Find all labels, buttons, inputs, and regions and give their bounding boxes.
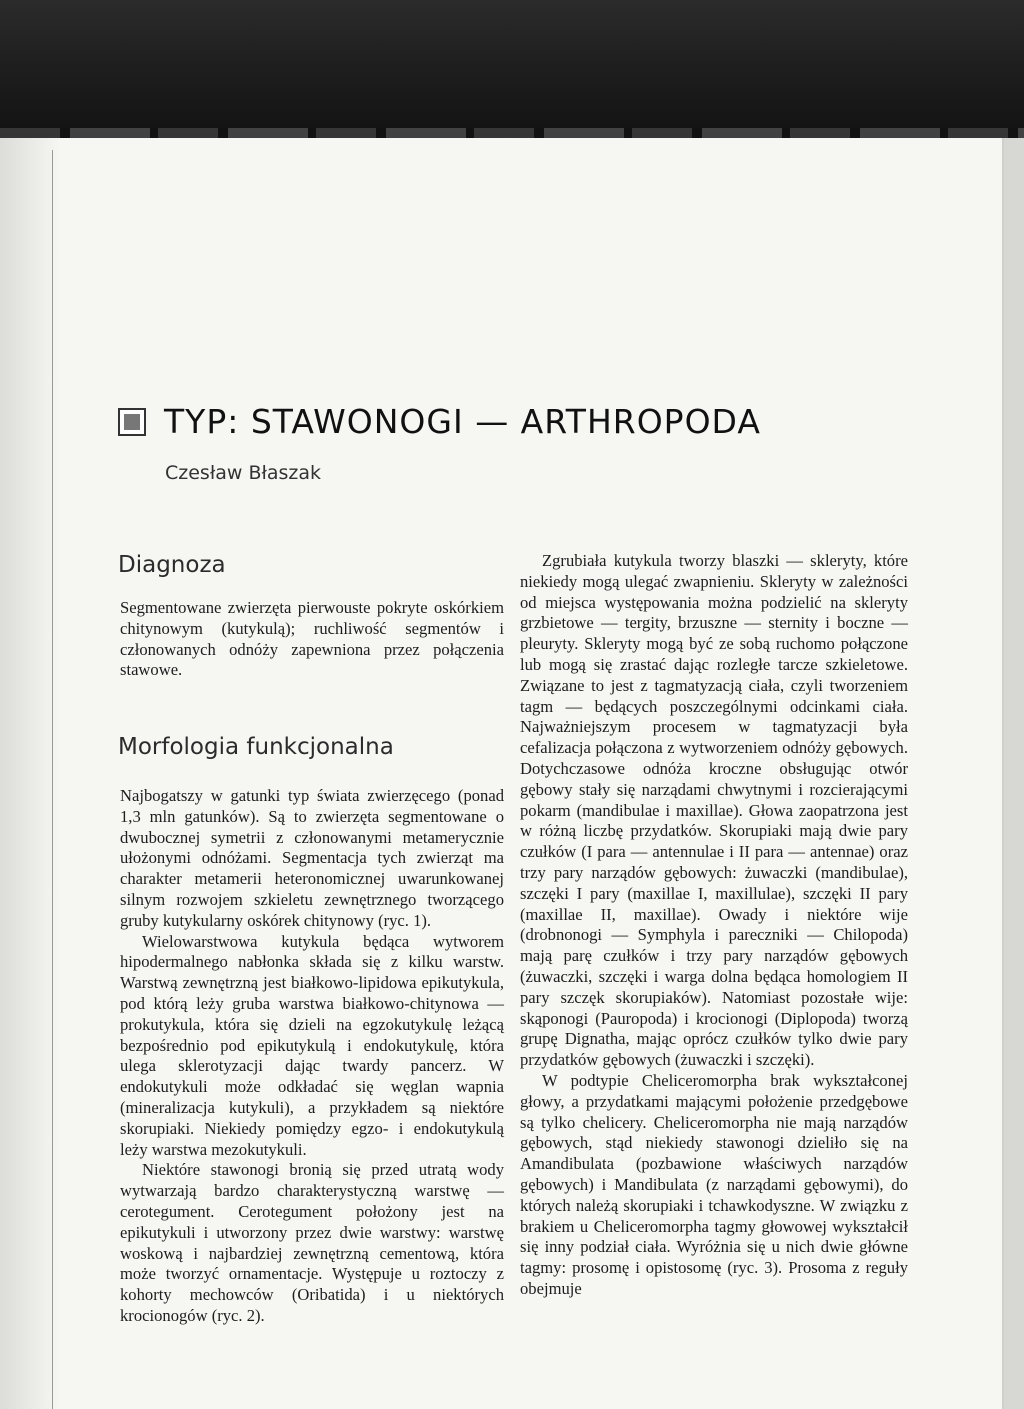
chapter-author: Czesław Błaszak bbox=[165, 462, 322, 484]
paragraph: W podtypie Cheliceromorpha brak wykształconej głowy, a przydatkami mającymi położenie przedgębowe są tylko chelicery. Cheliceromorpha nie mają narządów gębowych, stąd niekiedy stawonogi dzieliło się na Amandibulata (pozbawione właściwych narządów gębowych) i Mandibulata (z narządami gębowymi), do których należą skorupiaki i tchawkodyszne. W związku z brakiem u Cheliceromorpha tagmy głowowej wykształcił się inny podział ciała. Wyróżnia się u nich dwie główne tagmy: prosomę i opistosomę (ryc. 3). Prosoma z reguły obejmuje bbox=[520, 1070, 908, 1298]
scanner-stripe bbox=[0, 128, 1024, 138]
page-binding-shadow bbox=[0, 138, 60, 1409]
page-gutter-line bbox=[52, 150, 53, 1409]
paragraph: Zgrubiała kutykula tworzy blaszki — skleryty, które niekiedy mogą ulegać zwapnieniu. Skleryty w zależności od miejsca występowania można podzielić na skleryty grzbietowe — tergity, brzuszne — sternity i boczne — pleuryty. Skleryty mogą być ze sobą ruchomo połączone lub mogą się zrastać dając rozległe tarcze szkieletowe. Związane to jest z tagmatyzacją ciała, czyli tworzeniem tagm — będących poszczególnymi odcinkami ciała. Najważniejszym procesem w tagmatyzacji była cefalizacja połączona z wytworzeniem odnóży gębowych. Dotychczasowe odnóża kroczne obsługując otwór gębowy stały się narządami chwytnymi i rozcierającymi pokarm (mandibulae i maxillae). Głowa zaopatrzona jest w różną liczbę przydatków. Skorupiaki mają dwie pary czułków (I para — antennulae i II para — antennae) oraz trzy pary narządów gębowych: żuwaczki (mandibulae), szczęki I pary (maxillae I, maxillulae), szczęki II pary (maxillae II, maxillae). Owady i niektóre wije (drobnonogi — Symphyla i pareczniki — Chilopoda) mają parę czułków i trzy pary narządów gębowych (żuwaczki, szczęki i warga dolna będąca homologiem II pary szczęk skorupiaków). Natomiast pozostałe wije: skąponogi (Pauropoda) i krocionogi (Diplopoda) tworzą grupę Dignatha, mając oprócz czułków tylko dwie pary przydatków gębowych (żuwaczki i szczęki). bbox=[520, 551, 908, 1070]
square-bullet-icon bbox=[118, 408, 146, 436]
paragraph: Segmentowane zwierzęta pierwouste pokryte oskórkiem chitynowym (kutykulą); ruchliwość segmentów i członowanych odnóży zapewniona przez połączenia stawowe. bbox=[120, 598, 504, 680]
right-column-text bbox=[520, 551, 908, 1300]
scanner-shadow-band bbox=[0, 0, 1024, 150]
morfologia-text bbox=[120, 786, 504, 1327]
chapter-title: TYP: STAWONOGI — ARTHROPODA bbox=[164, 402, 761, 441]
diagnoza-text bbox=[120, 598, 504, 681]
section-heading-diagnoza: Diagnoza bbox=[118, 552, 226, 578]
paragraph: Najbogatszy w gatunki typ świata zwierzęcego (ponad 1,3 mln gatunków). Są to zwierzęta segmentowane o dwubocznej symetrii z członowanymi metamerycznie ułożonymi odnóżami. Segmentacja tych zwierząt ma charakter metamerii heteronomicznej uwarunkowanej silnym rozwojem szkieletu zewnętrznego tworzącego gruby kutykularny oskórek chitynowy (ryc. 1). bbox=[120, 786, 504, 930]
section-heading-morfologia: Morfologia funkcjonalna bbox=[118, 734, 394, 760]
paragraph: Niektóre stawonogi bronią się przed utratą wody wytwarzają bardzo charakterystyczną warstwę — cerotegument. Cerotegument położony jest na epikutykuli i utworzony przez dwie warstwy: warstwę woskową i najbardziej zewnętrzną cementową, która może tworzyć ornamentacje. Występuje u roztoczy z kohorty mechowców (Oribatida) i u niektórych krocionogów (ryc. 2). bbox=[120, 1160, 504, 1325]
page-right-edge bbox=[1004, 138, 1024, 1409]
paragraph: Wielowarstwowa kutykula będąca wytworem hipodermalnego nabłonka składa się z kilku warstw. Warstwą zewnętrzną jest białkowo-lipidowa epikutykula, pod którą leży gruba warstwa białkowo-chitynowa — prokutykula, która się dzieli na egzokutykulę leżącą bezpośrednio pod epikutykulą i endokutykulę, która ulega sklerotyzacji dając twardy pancerz. W endokutykuli może odkładać się węglan wapnia (mineralizacja kutykuli), a przykładem są niektóre skorupiaki. Niekiedy pomiędzy egzo- i endokutykulą leży warstwa mezokutykuli. bbox=[120, 931, 504, 1159]
